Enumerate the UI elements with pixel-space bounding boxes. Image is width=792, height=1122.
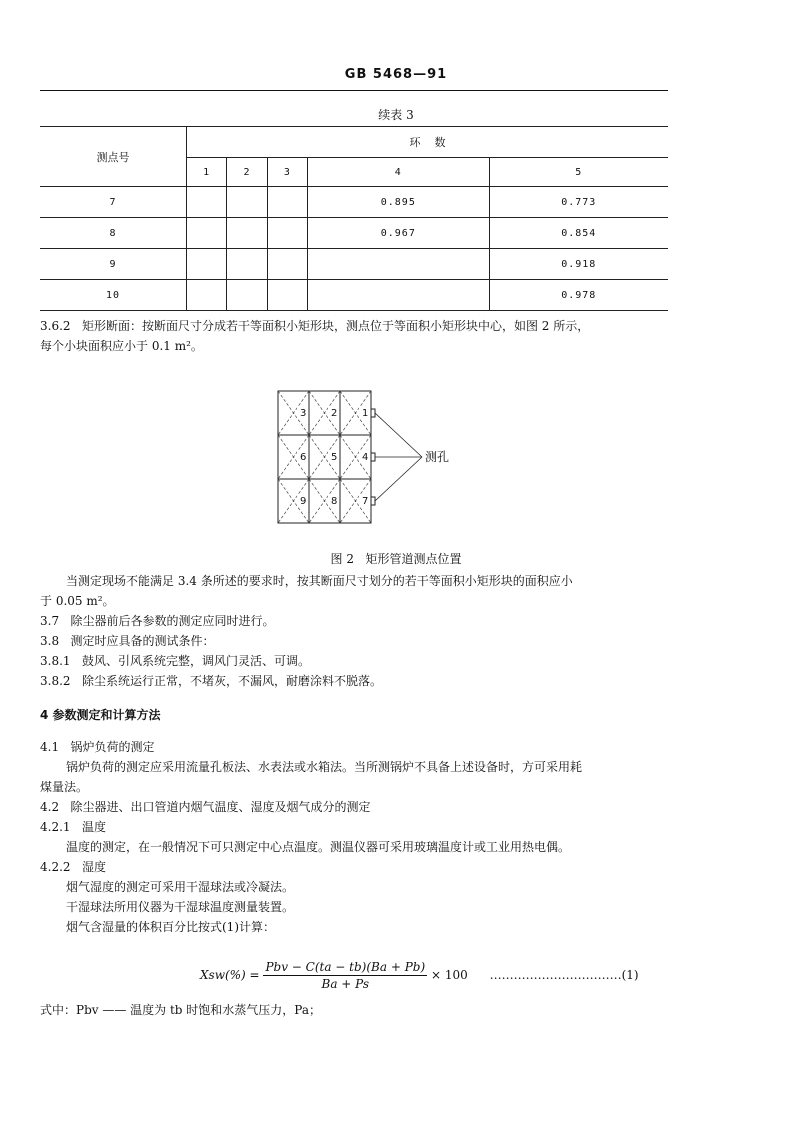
value-cell	[267, 187, 307, 218]
where-line: 式中：Pbv —— 温度为 tb 时饱和水蒸气压力，Pa；	[40, 1003, 321, 1017]
value-cell: 0.918	[489, 249, 668, 280]
point-label: 9	[300, 496, 307, 507]
chapter-4-heading: 4 参数测定和计算方法	[40, 708, 161, 722]
ring-number: 4	[308, 158, 489, 187]
test-hole	[371, 409, 375, 417]
table-caption: 续表 3	[378, 108, 414, 122]
value-cell	[227, 280, 267, 311]
formula-numerator: Pbv − C(ta − tb)(Ba + Pb)	[265, 960, 426, 974]
table-row	[40, 218, 668, 249]
table-row	[40, 187, 668, 218]
value-cell	[227, 218, 267, 249]
point-label: 2	[331, 408, 338, 419]
formula-1	[200, 960, 680, 991]
paragraph-line: 烟气含湿量的体积百分比按式(1)计算：	[66, 920, 275, 934]
paragraph-line: 当测定现场不能满足 3.4 条所述的要求时，按其断面尺寸划分的若干等面积小矩形块的面积应小	[66, 574, 573, 588]
point-label: 7	[362, 496, 369, 507]
section-3-8-1: 3.8.1 鼓风、引风系统完整，调风门灵活、可调。	[40, 654, 310, 668]
point-cell: 8	[40, 218, 187, 249]
figure-caption: 图 2 矩形管道测点位置	[330, 552, 462, 566]
point-cell: 9	[40, 249, 187, 280]
value-cell	[267, 280, 307, 311]
point-cell: 7	[40, 187, 187, 218]
formula-multiplier: × 100	[430, 968, 468, 982]
section-3-6-2	[40, 316, 670, 356]
paragraph-line: 干湿球法所用仪器为干湿球温度测量装置。	[66, 900, 295, 914]
ring-number: 3	[267, 158, 307, 187]
value-cell	[308, 249, 489, 280]
formula-lhs: Xsw(%) =	[200, 968, 260, 982]
value-cell	[227, 249, 267, 280]
test-hole-label: 测孔	[425, 450, 450, 464]
section-4-1: 4.1 锅炉负荷的测定	[40, 740, 155, 754]
value-cell: 0.895	[308, 187, 489, 218]
ring-number: 1	[187, 158, 227, 187]
value-cell: 0.773	[489, 187, 668, 218]
ring-number: 2	[227, 158, 267, 187]
test-hole	[371, 453, 375, 461]
section-4-2-1: 4.2.1 温度	[40, 820, 106, 834]
paragraph-line: 煤量法。	[40, 780, 89, 794]
formula-denominator: Ba + Ps	[321, 977, 370, 991]
paragraph-line: 温度的测定，在一般情况下可只测定中心点温度。测温仪器可采用玻璃温度计或工业用热电偶。	[66, 840, 571, 854]
value-cell	[187, 218, 227, 249]
point-label: 1	[362, 408, 369, 419]
value-cell	[308, 280, 489, 311]
point-label: 3	[300, 408, 307, 419]
standard-header: GB 5468—91	[344, 67, 448, 82]
col-header-point: 测点号	[40, 127, 187, 187]
value-cell	[267, 218, 307, 249]
formula-number: ……………………………(1)	[489, 968, 639, 982]
section-3-8: 3.8 测定时应具备的测试条件：	[40, 634, 215, 648]
value-cell	[227, 187, 267, 218]
value-cell: 0.967	[308, 218, 489, 249]
point-cell: 10	[40, 280, 187, 311]
section-3-6-2-line2: 每个小块面积应小于 0.1 m²。	[40, 339, 203, 353]
table-row	[40, 249, 668, 280]
point-label: 8	[331, 496, 338, 507]
paragraph-line: 于 0.05 m²。	[40, 594, 115, 608]
section-4-2: 4.2 除尘器进、出口管道内烟气温度、湿度及烟气成分的测定	[40, 800, 371, 814]
value-cell	[187, 187, 227, 218]
value-cell	[187, 280, 227, 311]
point-label: 5	[331, 452, 338, 463]
test-hole	[371, 497, 375, 505]
section-4-2-2: 4.2.2 湿度	[40, 860, 106, 874]
rectangular-duct-diagram	[276, 389, 476, 529]
value-cell: 0.978	[489, 280, 668, 311]
value-cell: 0.854	[489, 218, 668, 249]
point-label: 4	[362, 452, 369, 463]
value-cell	[187, 249, 227, 280]
body-text	[40, 571, 670, 937]
section-3-8-2: 3.8.2 除尘系统运行正常，不堵灰，不漏风，耐磨涂料不脱落。	[40, 674, 382, 688]
section-3-6-2-line1: 3.6.2 矩形断面：按断面尺寸分成若干等面积小矩形块，测点位于等面积小矩形块中心，如图 2 所示，	[40, 319, 590, 333]
measure-point-table	[40, 126, 668, 311]
ring-number: 5	[489, 158, 668, 187]
paragraph-line: 烟气湿度的测定可采用干湿球法或冷凝法。	[66, 880, 295, 894]
point-label: 6	[300, 452, 307, 463]
col-header-rings: 环 数	[187, 127, 669, 158]
paragraph-line: 锅炉负荷的测定应采用流量孔板法、水表法或水箱法。当所测锅炉不具备上述设备时，方可采用耗	[66, 760, 583, 774]
value-cell	[267, 249, 307, 280]
section-3-7: 3.7 除尘器前后各参数的测定应同时进行。	[40, 614, 275, 628]
formula-fraction	[263, 960, 427, 991]
table-row	[40, 280, 668, 311]
header-rule	[40, 90, 668, 91]
